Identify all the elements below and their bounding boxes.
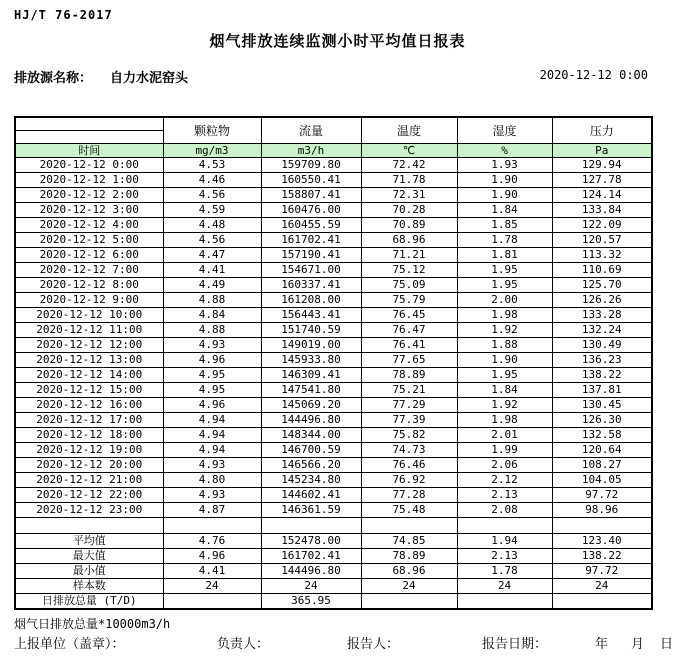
row-value: 4.84 [163, 308, 261, 323]
time-header-upper-cell [15, 117, 163, 131]
row-value: 4.46 [163, 173, 261, 188]
row-value: 144602.41 [261, 488, 361, 503]
row-time: 2020-12-12 23:00 [15, 503, 163, 518]
row-value: 70.89 [361, 218, 457, 233]
flow-total-note: 烟气日排放总量*10000m3/h [14, 617, 171, 631]
row-value: 126.30 [552, 413, 652, 428]
col-header-pressure: 压力 [552, 117, 652, 144]
table-row [15, 233, 652, 248]
summary-value: 138.22 [552, 549, 652, 564]
row-value: 78.89 [361, 368, 457, 383]
row-value: 120.64 [552, 443, 652, 458]
row-value: 145234.80 [261, 473, 361, 488]
spacer-section [15, 518, 652, 534]
col-header-flow: 流量 [261, 117, 361, 144]
row-value: 146361.59 [261, 503, 361, 518]
row-value: 108.27 [552, 458, 652, 473]
emission-source-label: 排放源名称： [14, 71, 93, 86]
row-value: 77.39 [361, 413, 457, 428]
table-row [15, 293, 652, 308]
day-label: 日 [660, 637, 674, 652]
row-value: 127.78 [552, 173, 652, 188]
unit-temperature: ℃ [361, 144, 457, 158]
summary-value [361, 594, 457, 610]
row-value: 2.01 [457, 428, 552, 443]
summary-value: 24 [457, 579, 552, 594]
row-value: 75.79 [361, 293, 457, 308]
row-value: 4.96 [163, 353, 261, 368]
row-value: 75.12 [361, 263, 457, 278]
summary-value: 123.40 [552, 534, 652, 549]
month-label: 月 [631, 637, 645, 652]
row-time: 2020-12-12 19:00 [15, 443, 163, 458]
row-value: 76.47 [361, 323, 457, 338]
row-value: 151740.59 [261, 323, 361, 338]
row-value: 1.90 [457, 188, 552, 203]
summary-value: 4.41 [163, 564, 261, 579]
row-value: 4.59 [163, 203, 261, 218]
row-value: 4.56 [163, 188, 261, 203]
row-value: 146566.20 [261, 458, 361, 473]
table-row [15, 248, 652, 263]
row-value: 76.45 [361, 308, 457, 323]
row-value: 75.48 [361, 503, 457, 518]
summary-value: 152478.00 [261, 534, 361, 549]
row-time: 2020-12-12 17:00 [15, 413, 163, 428]
row-value: 161702.41 [261, 233, 361, 248]
summary-value: 78.89 [361, 549, 457, 564]
time-label-cell: 时间 [15, 144, 163, 158]
row-value: 160476.00 [261, 203, 361, 218]
report-datetime: 2020-12-12 0:00 [539, 68, 648, 82]
row-value: 149019.00 [261, 338, 361, 353]
row-value: 4.49 [163, 278, 261, 293]
row-time: 2020-12-12 9:00 [15, 293, 163, 308]
row-value: 104.05 [552, 473, 652, 488]
row-value: 159709.80 [261, 158, 361, 173]
row-value: 1.99 [457, 443, 552, 458]
row-value: 75.09 [361, 278, 457, 293]
row-time: 2020-12-12 20:00 [15, 458, 163, 473]
summary-value: 97.72 [552, 564, 652, 579]
summary-value: 24 [552, 579, 652, 594]
row-time: 2020-12-12 6:00 [15, 248, 163, 263]
row-value: 4.48 [163, 218, 261, 233]
row-value: 157190.41 [261, 248, 361, 263]
row-value: 4.94 [163, 428, 261, 443]
row-value: 110.69 [552, 263, 652, 278]
row-value: 125.70 [552, 278, 652, 293]
row-value: 4.88 [163, 323, 261, 338]
table-row [15, 218, 652, 233]
header-row-names [15, 117, 652, 131]
row-value: 2.13 [457, 488, 552, 503]
row-time: 2020-12-12 12:00 [15, 338, 163, 353]
page-title: 烟气排放连续监测小时平均值日报表 [209, 32, 466, 50]
row-value: 156443.41 [261, 308, 361, 323]
col-header-particulate: 颗粒物 [163, 117, 261, 144]
summary-label: 最小值 [15, 564, 163, 579]
row-value: 4.87 [163, 503, 261, 518]
doc-code: HJ/T 76-2017 [14, 8, 113, 22]
row-time: 2020-12-12 1:00 [15, 173, 163, 188]
row-value: 147541.80 [261, 383, 361, 398]
time-header-lower-cell [15, 131, 163, 144]
row-value: 1.92 [457, 323, 552, 338]
unit-humidity: % [457, 144, 552, 158]
row-value: 75.21 [361, 383, 457, 398]
row-time: 2020-12-12 10:00 [15, 308, 163, 323]
row-time: 2020-12-12 2:00 [15, 188, 163, 203]
blank-row [15, 518, 652, 534]
row-value: 148344.00 [261, 428, 361, 443]
summary-value: 365.95 [261, 594, 361, 610]
summary-value: 144496.80 [261, 564, 361, 579]
row-value: 4.41 [163, 263, 261, 278]
row-value: 133.84 [552, 203, 652, 218]
row-value: 122.09 [552, 218, 652, 233]
summary-rows [15, 534, 652, 610]
summary-value: 24 [261, 579, 361, 594]
row-time: 2020-12-12 5:00 [15, 233, 163, 248]
row-value: 4.95 [163, 368, 261, 383]
row-value: 77.28 [361, 488, 457, 503]
unit-row [15, 144, 652, 158]
row-time: 2020-12-12 22:00 [15, 488, 163, 503]
row-value: 1.90 [457, 173, 552, 188]
row-value: 1.95 [457, 278, 552, 293]
row-value: 76.92 [361, 473, 457, 488]
table-row [15, 203, 652, 218]
row-value: 1.98 [457, 413, 552, 428]
row-value: 1.90 [457, 353, 552, 368]
table-row [15, 398, 652, 413]
row-time: 2020-12-12 16:00 [15, 398, 163, 413]
emission-source-name: 自力水泥窑头 [110, 71, 189, 86]
summary-value: 161702.41 [261, 549, 361, 564]
table-row [15, 413, 652, 428]
row-value: 4.80 [163, 473, 261, 488]
row-value: 1.78 [457, 233, 552, 248]
row-value: 146309.41 [261, 368, 361, 383]
row-value: 74.73 [361, 443, 457, 458]
row-value: 4.56 [163, 233, 261, 248]
summary-row [15, 579, 652, 594]
row-time: 2020-12-12 21:00 [15, 473, 163, 488]
table-row [15, 188, 652, 203]
row-value: 72.42 [361, 158, 457, 173]
row-value: 154671.00 [261, 263, 361, 278]
row-value: 2.00 [457, 293, 552, 308]
row-value: 136.23 [552, 353, 652, 368]
reporter-label: 报告人： [347, 637, 400, 652]
row-value: 1.98 [457, 308, 552, 323]
table-row [15, 443, 652, 458]
row-value: 98.96 [552, 503, 652, 518]
emission-source-line [14, 67, 188, 86]
row-value: 1.88 [457, 338, 552, 353]
row-value: 144496.80 [261, 413, 361, 428]
row-value: 1.95 [457, 263, 552, 278]
row-time: 2020-12-12 8:00 [15, 278, 163, 293]
row-value: 113.32 [552, 248, 652, 263]
summary-label: 日排放总量 (T/D) [15, 594, 163, 610]
row-value: 77.65 [361, 353, 457, 368]
row-value: 70.28 [361, 203, 457, 218]
summary-label: 最大值 [15, 549, 163, 564]
row-time: 2020-12-12 11:00 [15, 323, 163, 338]
table-row [15, 263, 652, 278]
table-row [15, 158, 652, 173]
summary-label: 平均值 [15, 534, 163, 549]
summary-value: 2.13 [457, 549, 552, 564]
table-row [15, 353, 652, 368]
row-value: 2.06 [457, 458, 552, 473]
table-row [15, 383, 652, 398]
row-value: 4.94 [163, 413, 261, 428]
table-row [15, 368, 652, 383]
summary-row [15, 534, 652, 549]
summary-value [552, 594, 652, 610]
row-value: 4.96 [163, 398, 261, 413]
row-value: 2.08 [457, 503, 552, 518]
row-value: 4.47 [163, 248, 261, 263]
row-value: 76.41 [361, 338, 457, 353]
row-value: 132.58 [552, 428, 652, 443]
row-value: 1.93 [457, 158, 552, 173]
col-header-humidity: 湿度 [457, 117, 552, 144]
unit-particulate: mg/m3 [163, 144, 261, 158]
row-value: 145933.80 [261, 353, 361, 368]
signature-line [0, 633, 675, 651]
row-value: 1.95 [457, 368, 552, 383]
row-value: 129.94 [552, 158, 652, 173]
year-label: 年 [595, 637, 609, 652]
row-value: 4.93 [163, 458, 261, 473]
row-value: 130.49 [552, 338, 652, 353]
row-value: 4.94 [163, 443, 261, 458]
row-value: 1.85 [457, 218, 552, 233]
row-value: 145069.20 [261, 398, 361, 413]
row-value: 4.88 [163, 293, 261, 308]
table-row [15, 488, 652, 503]
summary-row [15, 594, 652, 610]
table-row [15, 338, 652, 353]
row-value: 124.14 [552, 188, 652, 203]
table-row [15, 503, 652, 518]
row-value: 130.45 [552, 398, 652, 413]
summary-value: 68.96 [361, 564, 457, 579]
row-value: 72.31 [361, 188, 457, 203]
table-row [15, 308, 652, 323]
report-date-label: 报告日期： [482, 637, 548, 652]
data-rows [15, 158, 652, 518]
unit-flow: m3/h [261, 144, 361, 158]
table-row [15, 173, 652, 188]
row-value: 133.28 [552, 308, 652, 323]
report-unit-label: 上报单位（盖章）： [14, 637, 125, 652]
summary-value: 4.76 [163, 534, 261, 549]
row-value: 158807.41 [261, 188, 361, 203]
row-value: 1.92 [457, 398, 552, 413]
table-row [15, 323, 652, 338]
row-time: 2020-12-12 18:00 [15, 428, 163, 443]
row-value: 76.46 [361, 458, 457, 473]
summary-value: 4.96 [163, 549, 261, 564]
summary-value: 1.78 [457, 564, 552, 579]
row-value: 146700.59 [261, 443, 361, 458]
row-time: 2020-12-12 14:00 [15, 368, 163, 383]
summary-label: 样本数 [15, 579, 163, 594]
row-value: 4.93 [163, 338, 261, 353]
row-value: 126.26 [552, 293, 652, 308]
row-time: 2020-12-12 3:00 [15, 203, 163, 218]
row-time: 2020-12-12 4:00 [15, 218, 163, 233]
row-time: 2020-12-12 15:00 [15, 383, 163, 398]
row-value: 132.24 [552, 323, 652, 338]
row-value: 138.22 [552, 368, 652, 383]
summary-value: 24 [361, 579, 457, 594]
unit-pressure: Pa [552, 144, 652, 158]
row-value: 68.96 [361, 233, 457, 248]
summary-value [457, 594, 552, 610]
summary-value [163, 594, 261, 610]
table-row [15, 428, 652, 443]
table-row [15, 278, 652, 293]
row-value: 71.78 [361, 173, 457, 188]
row-value: 75.82 [361, 428, 457, 443]
row-value: 4.53 [163, 158, 261, 173]
row-value: 160550.41 [261, 173, 361, 188]
row-value: 120.57 [552, 233, 652, 248]
row-value: 160337.41 [261, 278, 361, 293]
row-value: 4.95 [163, 383, 261, 398]
row-value: 2.12 [457, 473, 552, 488]
summary-value: 24 [163, 579, 261, 594]
table-row [15, 458, 652, 473]
row-value: 71.21 [361, 248, 457, 263]
row-value: 161208.00 [261, 293, 361, 308]
row-value: 77.29 [361, 398, 457, 413]
summary-value: 74.85 [361, 534, 457, 549]
summary-row [15, 549, 652, 564]
table-row [15, 473, 652, 488]
summary-value: 1.94 [457, 534, 552, 549]
col-header-temperature: 温度 [361, 117, 457, 144]
report-table [14, 116, 653, 610]
row-value: 160455.59 [261, 218, 361, 233]
row-value: 97.72 [552, 488, 652, 503]
row-time: 2020-12-12 0:00 [15, 158, 163, 173]
row-value: 1.84 [457, 203, 552, 218]
summary-row [15, 564, 652, 579]
row-time: 2020-12-12 7:00 [15, 263, 163, 278]
row-value: 1.81 [457, 248, 552, 263]
row-time: 2020-12-12 13:00 [15, 353, 163, 368]
row-value: 1.84 [457, 383, 552, 398]
row-value: 137.81 [552, 383, 652, 398]
row-value: 4.93 [163, 488, 261, 503]
responsible-label: 负责人： [217, 637, 270, 652]
